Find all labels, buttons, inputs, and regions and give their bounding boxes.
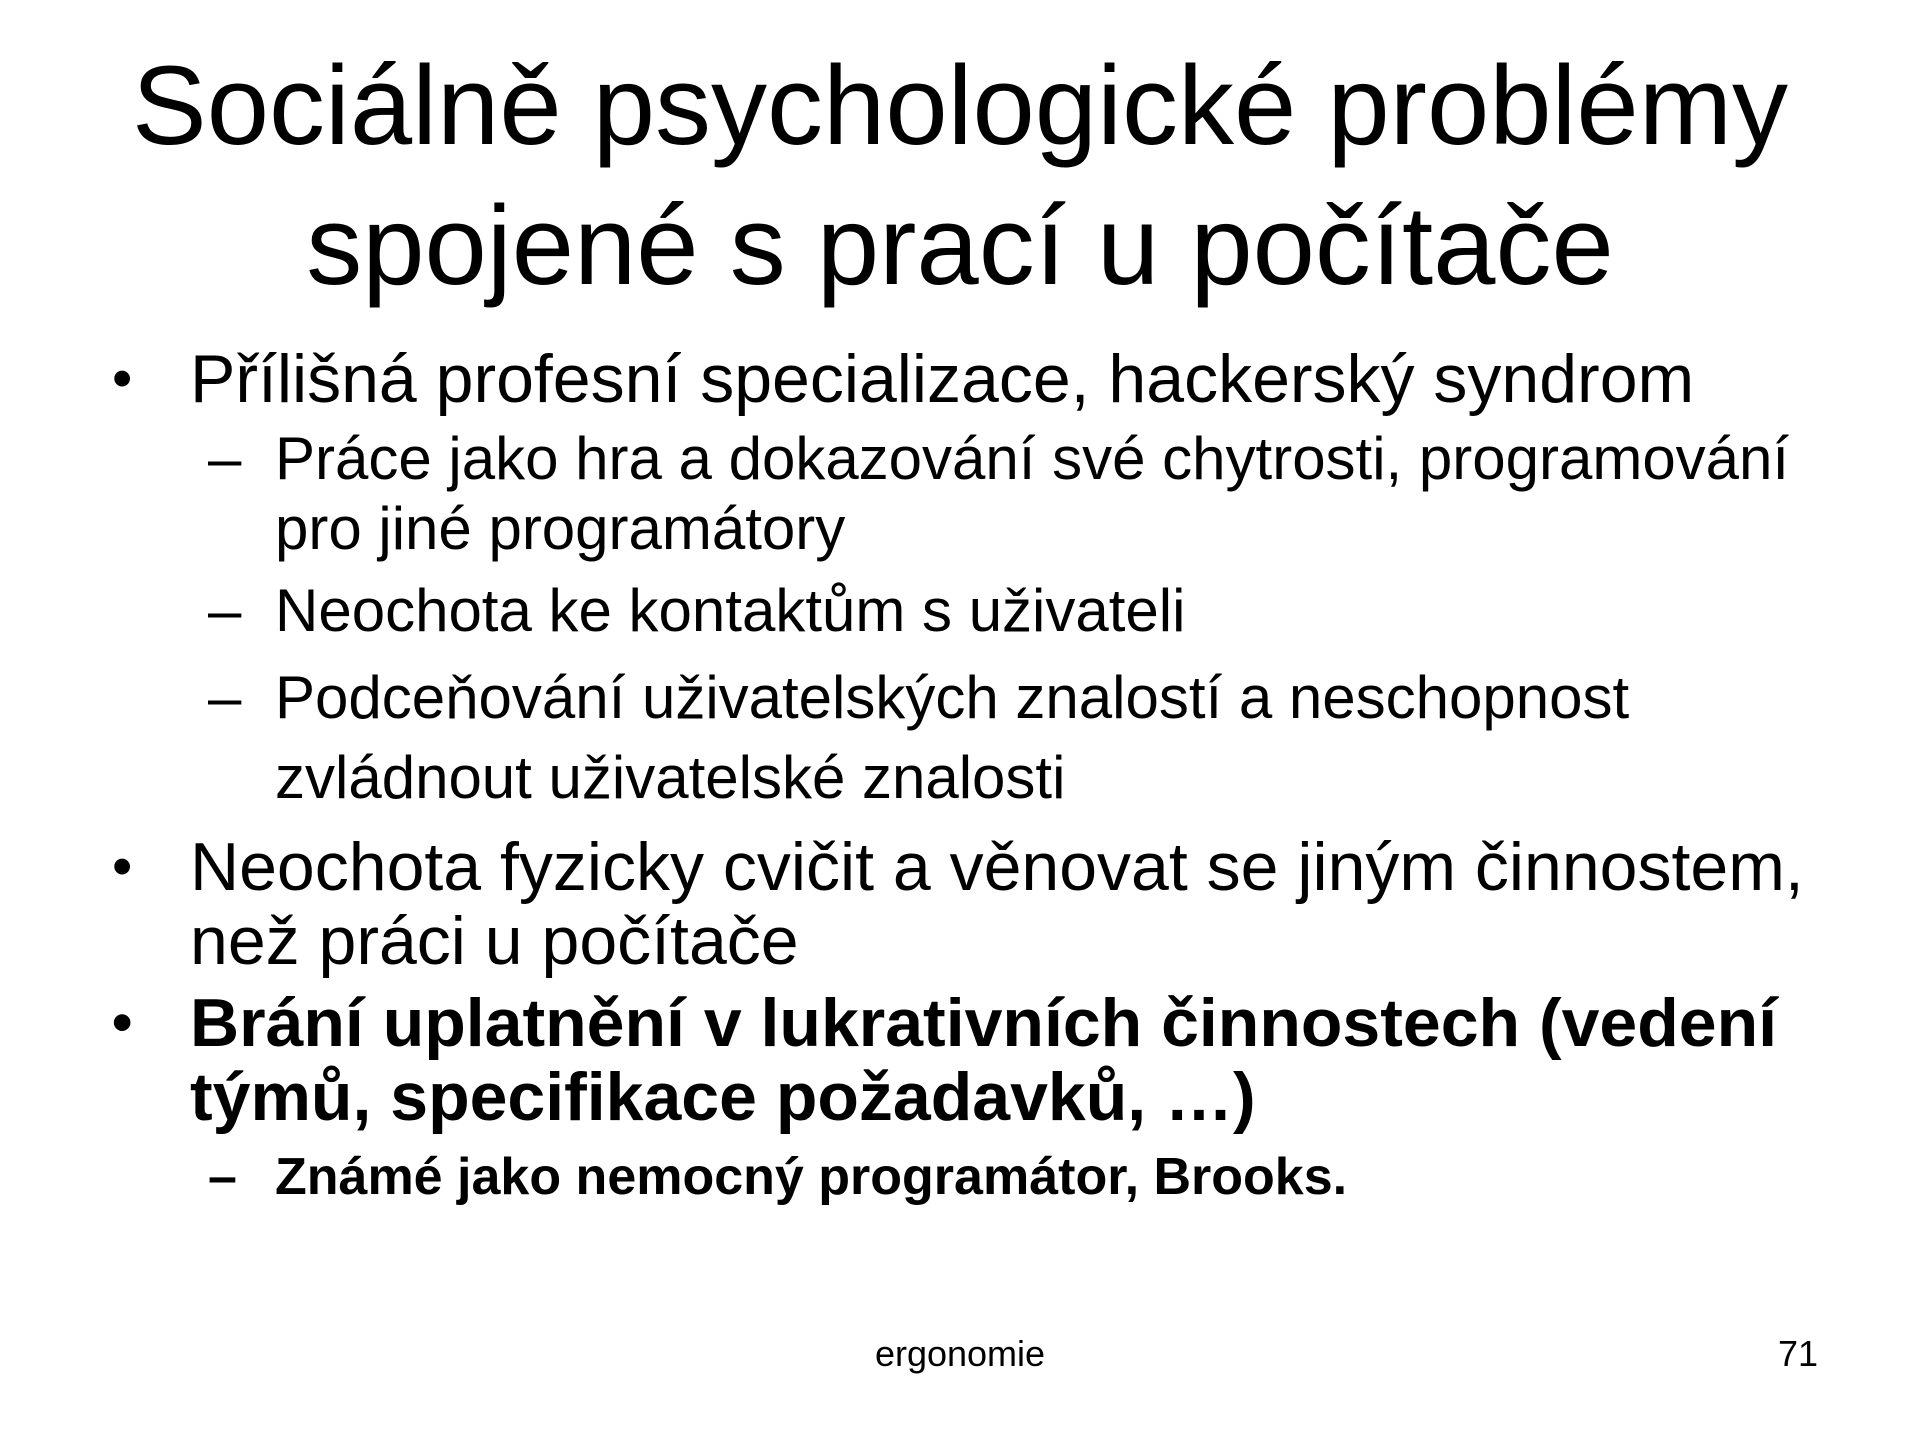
sub-bullet-text: Práce jako hra a dokazování své chytrosti, programování pro jiné programátory [275, 425, 1790, 562]
sub-bullet-text: Známé jako nemocný programátor, Brooks. [275, 1148, 1348, 1206]
dash-marker: – [208, 664, 242, 731]
sub-bullet-text: Podceňování uživatelských znalostí a neschopnost zvládnout uživatelské znalosti [275, 664, 1630, 811]
bullet-text: Neochota fyzicky cvičit a věnovat se jiným činnostem, než práci u počítače [190, 829, 1804, 979]
sub-bullet-item [110, 576, 1810, 646]
title-line-2: spojené s prací u počítače [306, 183, 1614, 308]
footer-label: ergonomie [874, 1333, 1046, 1374]
bullet-list [110, 342, 1810, 1224]
page-number: 71 [1777, 1333, 1818, 1374]
dash-marker: – [208, 577, 242, 644]
slide-title [40, 36, 1880, 316]
dash-marker: – [208, 425, 242, 492]
dash-marker: – [208, 1148, 237, 1206]
sub-bullet-item [110, 658, 1810, 818]
bullet-marker: • [112, 990, 133, 1055]
bullet-text: Brání uplatnění v lukrativních činnostech (vedení týmů, specifikace požadavků, …) [190, 985, 1778, 1135]
sub-bullet-item [110, 1142, 1810, 1212]
bullet-item [110, 830, 1810, 978]
bullet-item [110, 986, 1810, 1134]
title-line-1: Sociálně psychologické problémy [132, 43, 1788, 168]
sub-bullet-text: Neochota ke kontaktům s uživateli [275, 577, 1186, 644]
bullet-item [110, 342, 1810, 416]
bullet-marker: • [112, 346, 133, 411]
sub-bullet-item [110, 424, 1810, 564]
bullet-text: Přílišná profesní specializace, hackerský syndrom [190, 341, 1695, 417]
bullet-marker: • [112, 834, 133, 899]
